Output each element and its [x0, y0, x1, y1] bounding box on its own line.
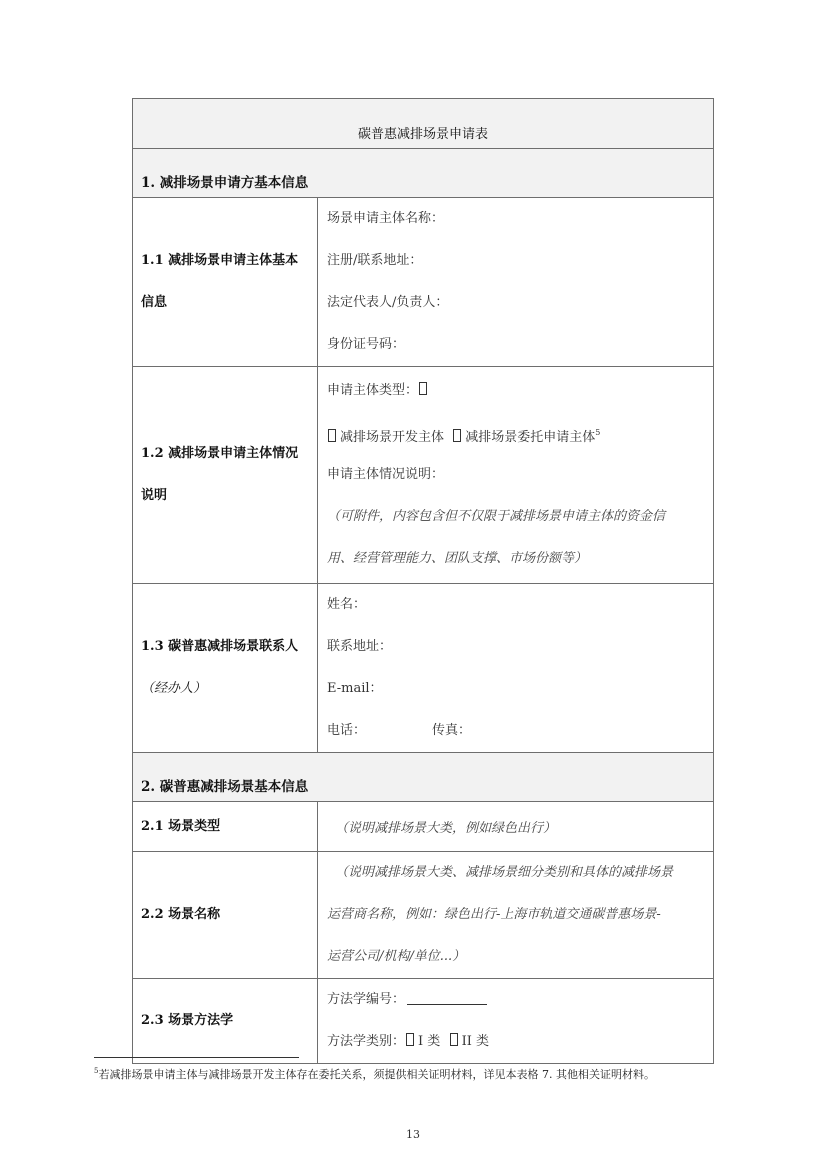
section2-header-row — [133, 753, 714, 802]
row-2-3 — [133, 979, 714, 1064]
field-id-number[interactable]: 身份证号码： — [327, 337, 406, 352]
page-number: 13 — [406, 1128, 420, 1141]
section2-header: 2. 碳普惠减排场景基本信息 — [133, 753, 714, 802]
entity-type-label: 申请主体类型： — [327, 383, 419, 398]
checkbox-developer[interactable] — [328, 429, 336, 442]
methodology-category-line — [327, 1021, 713, 1063]
checkbox-class-2[interactable] — [450, 1033, 458, 1046]
section1-header: 1. 减排场景申请方基本信息 — [133, 149, 714, 198]
entity-desc-label[interactable]: 申请主体情况说明： — [327, 467, 445, 482]
field-contact-address[interactable]: 联系地址： — [327, 639, 393, 654]
row-2-3-label: 2.3 场景方法学 — [133, 979, 318, 1064]
methodology-number-label: 方法学编号： — [327, 992, 406, 1007]
entity-desc-hint-1: （可附件，内容包含但不仅限于减排场景申请主体的资金信 — [327, 509, 666, 524]
section1-header-row — [133, 149, 714, 198]
row-1-3-label-line1: 1.3 碳普惠减排场景联系人 — [141, 639, 299, 654]
row-1-1-label-line2: 信息 — [141, 295, 168, 310]
row-2-1-label: 2.1 场景类型 — [133, 802, 318, 852]
phone-fax-line — [327, 710, 713, 752]
field-address[interactable]: 注册/联系地址： — [327, 253, 423, 268]
option-developer: 减排场景开发主体 — [340, 430, 445, 445]
application-form-table — [132, 98, 714, 1064]
row-1-1-label-line1: 1.1 减排场景申请主体基本 — [141, 253, 299, 268]
option-delegated: 减排场景委托申请主体 — [465, 430, 596, 445]
footnote-ref: 5 — [595, 428, 601, 437]
option-class-1: I 类 — [418, 1034, 441, 1049]
row-2-3-content — [318, 979, 714, 1064]
row-1-1-label — [133, 198, 318, 367]
row-2-2-content[interactable] — [318, 852, 714, 979]
footnote — [94, 1066, 655, 1082]
checkbox-class-1[interactable] — [406, 1033, 414, 1046]
row-2-1 — [133, 802, 714, 852]
row-1-2-label-line1: 1.2 减排场景申请主体情况 — [141, 446, 299, 461]
methodology-number-field[interactable] — [407, 992, 487, 1005]
field-fax[interactable]: 传真： — [432, 723, 472, 738]
scene-name-hint-2: 运营商名称，例如：绿色出行-上海市轨道交通碳普惠场景- — [327, 907, 661, 922]
row-2-2-label: 2.2 场景名称 — [133, 852, 318, 979]
checkbox-delegated[interactable] — [453, 429, 461, 442]
row-1-2-content — [318, 367, 714, 584]
scene-type-hint[interactable]: （说明减排场景大类，例如绿色出行） — [318, 802, 714, 852]
row-1-3-content — [318, 584, 714, 753]
option-class-2: II 类 — [461, 1034, 489, 1049]
field-entity-name[interactable]: 场景申请主体名称： — [327, 211, 445, 226]
entity-type-line — [327, 370, 713, 412]
methodology-category-label: 方法学类别： — [327, 1034, 406, 1049]
scene-name-hint-1: （说明减排场景大类、减排场景细分类别和具体的减排场景 — [335, 865, 674, 880]
row-1-2-label-line2: 说明 — [141, 488, 168, 503]
row-1-2 — [133, 367, 714, 584]
field-legal-rep[interactable]: 法定代表人/负责人： — [327, 295, 449, 310]
row-2-2 — [133, 852, 714, 979]
footnote-number: 5 — [94, 1067, 99, 1075]
form-title-row — [133, 99, 714, 149]
field-phone[interactable]: 电话： — [327, 723, 367, 738]
entity-type-options — [327, 412, 713, 454]
footnote-text: 若减排场景申请主体与减排场景开发主体存在委托关系，须提供相关证明材料，详见本表格 7. 其他相关证明材料。 — [98, 1068, 655, 1081]
checkbox-icon[interactable] — [419, 382, 427, 395]
scene-name-hint-3: 运营公司/机构/单位...） — [327, 949, 466, 964]
field-email[interactable]: E-mail： — [327, 681, 383, 696]
footnote-divider — [94, 1057, 299, 1058]
row-1-2-label — [133, 367, 318, 584]
row-1-1-content — [318, 198, 714, 367]
entity-desc-hint-2: 用、经营管理能力、团队支撑、市场份额等） — [327, 551, 588, 566]
form-title: 碳普惠减排场景申请表 — [133, 99, 714, 149]
row-1-1 — [133, 198, 714, 367]
row-1-3 — [133, 584, 714, 753]
row-1-3-label-line2: （经办人） — [141, 681, 207, 696]
field-contact-name[interactable]: 姓名： — [327, 597, 367, 612]
row-1-3-label — [133, 584, 318, 753]
methodology-number-line — [327, 979, 713, 1021]
